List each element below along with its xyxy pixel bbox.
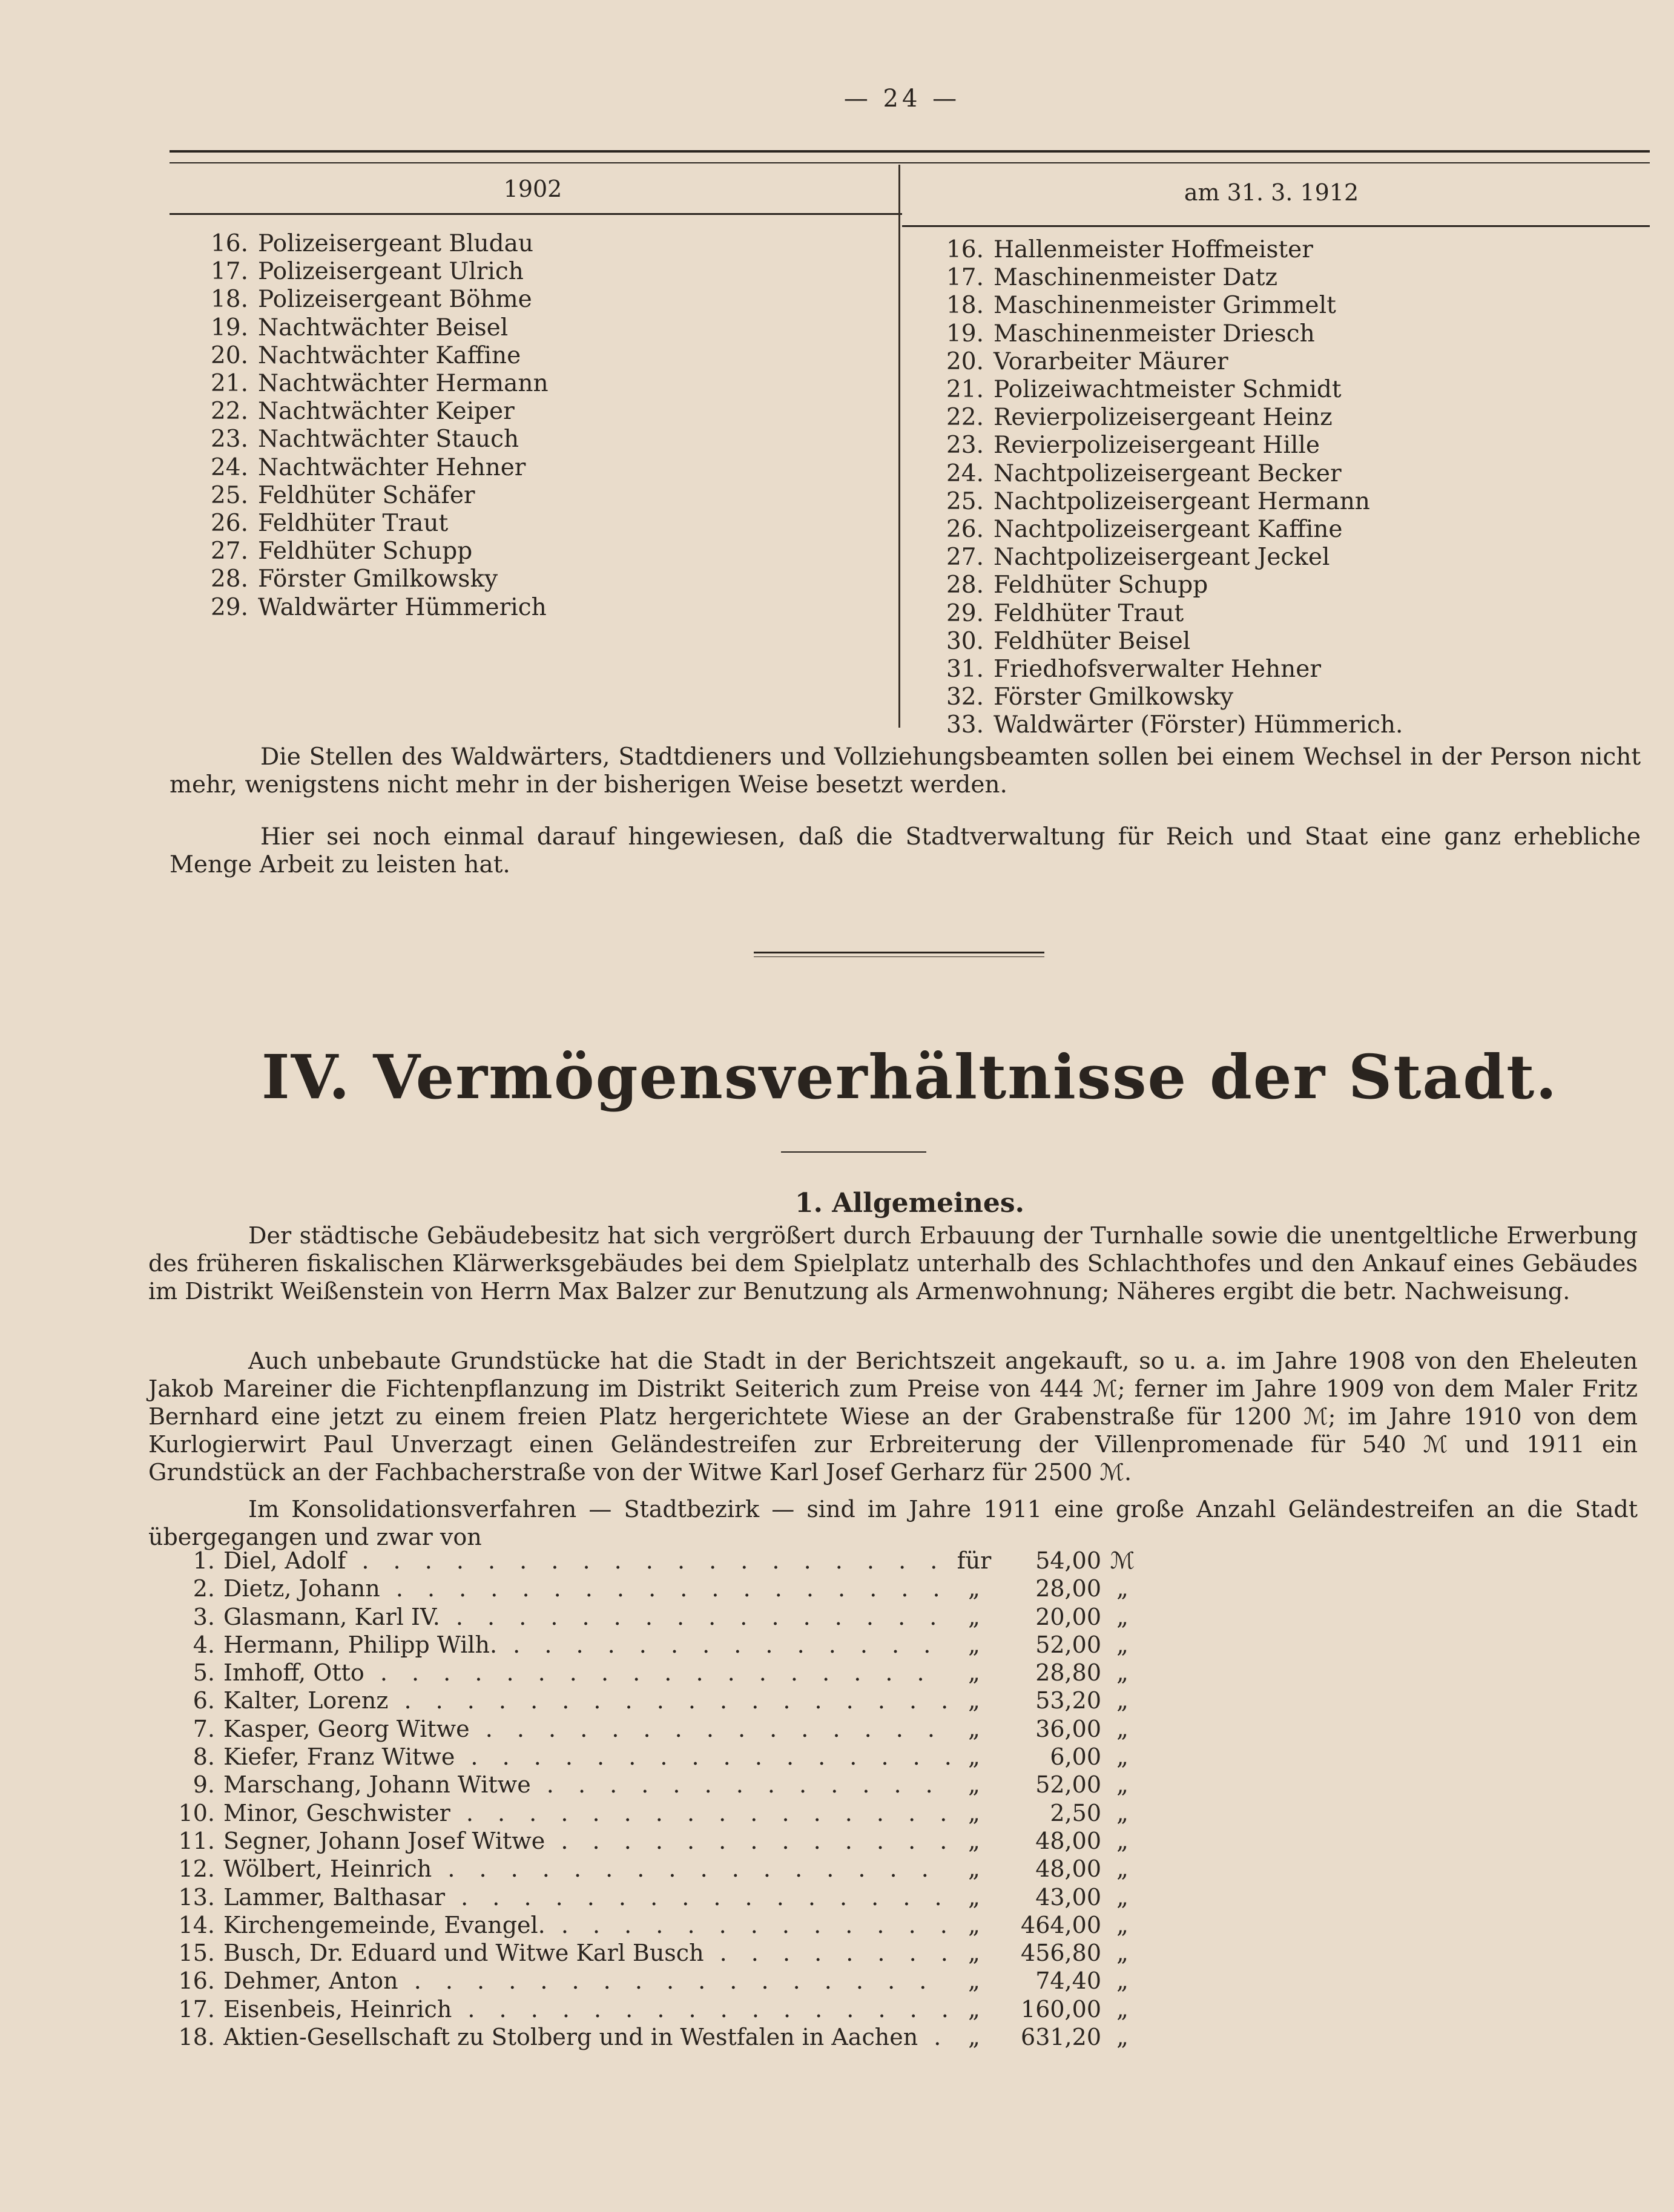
amount: 43,00 (1035, 1883, 1101, 1911)
table-row (157, 1911, 1162, 1939)
item-number: 29. (210, 593, 248, 621)
item-number: 9. (193, 1771, 215, 1799)
seller-name: Imhoff, Otto . . . (223, 1659, 950, 1687)
list-item (200, 286, 866, 314)
list-item (935, 656, 1632, 683)
item-text: Nachtwächter Keiper (258, 398, 515, 426)
item-text: Maschinenmeister Datz (994, 264, 1278, 292)
item-text: Feldhüter Beisel (994, 627, 1191, 655)
chapter-title: IV. Vermögensverhältnisse der Stadt. (261, 1041, 1558, 1113)
amount-prefix: „ (968, 2024, 980, 2051)
list-item (935, 404, 1632, 432)
item-number: 23. (210, 426, 248, 453)
list-item (935, 711, 1632, 739)
item-number: 3. (193, 1603, 215, 1630)
amount-prefix: „ (968, 1911, 980, 1938)
list-item (935, 320, 1632, 348)
amount-prefix: „ (968, 1659, 980, 1687)
table-row (157, 2023, 1162, 2051)
item-number: 17. (210, 258, 248, 286)
amount: 28,00 (1035, 1575, 1101, 1602)
list-item (935, 292, 1632, 320)
chapter-divider (781, 1151, 926, 1153)
header-rule-right (902, 225, 1650, 227)
item-number: 8. (193, 1743, 215, 1771)
item-number: 26. (210, 510, 248, 538)
seller-name: Kiefer, Franz Witwe . . . (223, 1743, 950, 1771)
amount-prefix: für (957, 1547, 992, 1574)
list-item (200, 398, 866, 426)
list-item (935, 264, 1632, 292)
seller-name: Lammer, Balthasar . . . (223, 1883, 950, 1911)
item-text: Revierpolizeisergeant Hille (994, 432, 1320, 459)
paragraph-consolidation: Im Konsolidationsverfahren — Stadtbezirk — sind im Jahre 1911 eine große Anzahl Geländestreifen an die Stadt übergegangen und zwar von (148, 1496, 1638, 1550)
seller-name: Busch, Dr. Eduard und Witwe Karl Busch . . . (223, 1939, 950, 1967)
currency-unit: „ (1116, 1911, 1129, 1938)
item-text: Friedhofsverwalter Hehner (994, 656, 1321, 683)
item-text: Feldhüter Traut (258, 510, 449, 538)
paragraph-buildings: Der städtische Gebäudebesitz hat sich vergrößert durch Erbauung der Turnhalle sowie die unentgeltliche Erwerbung des früheren fiskalischen Klärwerksgebäudes bei dem Spielplatz unterhalb des Schlachthofes und den Ankauf eines Gebäudes im Distrikt Weißenstein von Herrn Max Balzer zur Benutzung als Armenwohnung; Näheres ergibt die betr. Nachweisung. (148, 1222, 1638, 1305)
seller-name: Marschang, Johann Witwe . . . (223, 1771, 950, 1799)
item-text: Vorarbeiter Mäurer (994, 347, 1228, 375)
list-item (935, 488, 1632, 516)
item-number: 16. (946, 236, 984, 263)
seller-name: Kasper, Georg Witwe . . . (223, 1715, 950, 1743)
item-number: 18. (946, 292, 984, 320)
amount-prefix: „ (968, 1687, 980, 1714)
item-number: 13. (178, 1883, 215, 1911)
item-text: Nachtwächter Beisel (258, 314, 509, 341)
header-rule-left (170, 213, 902, 215)
amount-prefix: „ (968, 1603, 980, 1630)
amount: 52,00 (1035, 1631, 1101, 1658)
list-item (935, 571, 1632, 599)
item-text: Nachtwächter Hehner (258, 453, 526, 481)
list-item (935, 432, 1632, 459)
item-number: 23. (946, 432, 984, 459)
table-row (157, 1631, 1162, 1659)
item-text: Revierpolizeisergeant Heinz (994, 404, 1333, 432)
currency-unit: „ (1116, 1995, 1129, 2023)
paragraph-workload: Hier sei noch einmal darauf hingewiesen, daß die Stadtverwaltung für Reich und Staat eine ganz erhebliche Menge Arbeit zu leisten hat. (170, 823, 1641, 878)
column-divider (898, 165, 900, 728)
amount: 36,00 (1035, 1715, 1101, 1742)
item-text: Feldhüter Schäfer (258, 481, 475, 509)
amount-prefix: „ (968, 1883, 980, 1911)
staff-list-1912 (935, 236, 1632, 740)
item-number: 21. (210, 370, 248, 398)
amount: 6,00 (1050, 1743, 1101, 1771)
seller-name: Diel, Adolf . . . (223, 1547, 950, 1575)
item-number: 12. (178, 1855, 215, 1883)
table-row (157, 1715, 1162, 1743)
list-item (935, 348, 1632, 376)
seller-name: Aktien-Gesellschaft zu Stolberg und in Westfalen in Aachen . . . (223, 2023, 950, 2051)
item-number: 20. (946, 347, 984, 375)
amount-prefix: „ (968, 1855, 980, 1883)
table-row (157, 1827, 1162, 1855)
amount: 54,00 (1035, 1547, 1101, 1574)
table-row (157, 1603, 1162, 1631)
amount: 48,00 (1035, 1827, 1101, 1854)
list-item (200, 594, 866, 622)
table-row (157, 1575, 1162, 1602)
table-top-rule-thin (170, 162, 1650, 163)
item-number: 5. (193, 1659, 215, 1687)
amount-prefix: „ (968, 1967, 980, 1995)
amount-prefix: „ (968, 1940, 980, 1967)
amount-prefix: „ (968, 1827, 980, 1854)
currency-unit: „ (1116, 1771, 1129, 1799)
table-row (157, 1547, 1162, 1575)
amount: 48,00 (1035, 1855, 1101, 1883)
amount: 74,40 (1035, 1967, 1101, 1995)
list-item (200, 454, 866, 482)
list-item (935, 628, 1632, 656)
amount-prefix: „ (968, 1743, 980, 1771)
currency-unit: „ (1116, 1631, 1129, 1658)
item-number: 10. (178, 1799, 215, 1826)
item-text: Waldwärter (Förster) Hümmerich. (994, 711, 1403, 739)
item-text: Polizeisergeant Ulrich (258, 258, 524, 286)
amount-prefix: „ (968, 1799, 980, 1826)
currency-unit: „ (1116, 1799, 1129, 1826)
amount: 20,00 (1035, 1603, 1101, 1630)
item-number: 15. (178, 1940, 215, 1967)
list-item (200, 538, 866, 565)
amount: 53,20 (1035, 1687, 1101, 1714)
section-divider (754, 952, 1044, 953)
item-text: Maschinenmeister Driesch (994, 320, 1315, 347)
item-number: 27. (210, 538, 248, 565)
paragraph-positions: Die Stellen des Waldwärters, Stadtdieners und Vollziehungsbeamten sollen bei einem Wechsel in der Person nicht mehr, wenigstens nicht mehr in der bisherigen Weise besetzt werden. (170, 743, 1641, 798)
amount: 464,00 (1021, 1911, 1101, 1938)
seller-name: Dietz, Johann . . . (223, 1575, 950, 1602)
list-item (200, 565, 866, 593)
item-number: 4. (193, 1631, 215, 1658)
item-number: 22. (210, 398, 248, 426)
item-number: 17. (178, 1995, 215, 2023)
currency-unit: „ (1116, 2024, 1129, 2051)
item-number: 31. (946, 656, 984, 683)
seller-name: Hermann, Philipp Wilh. . . . (223, 1631, 950, 1659)
item-text: Förster Gmilkowsky (258, 565, 498, 593)
currency-unit: ℳ (1110, 1547, 1135, 1574)
table-row (157, 1799, 1162, 1827)
currency-unit: „ (1116, 1827, 1129, 1854)
item-number: 19. (946, 320, 984, 347)
currency-unit: „ (1116, 1743, 1129, 1771)
item-text: Nachtpolizeisergeant Kaffine (994, 516, 1343, 544)
staff-list-1902 (200, 230, 866, 622)
amount-prefix: „ (968, 1575, 980, 1602)
seller-name: Eisenbeis, Heinrich . . . (223, 1995, 950, 2023)
item-number: 18. (210, 286, 248, 314)
currency-unit: „ (1116, 1659, 1129, 1687)
table-row (157, 1687, 1162, 1714)
table-row (157, 1939, 1162, 1967)
amount: 52,00 (1035, 1771, 1101, 1799)
item-number: 11. (178, 1827, 215, 1854)
list-item (935, 683, 1632, 711)
table-row (157, 1771, 1162, 1799)
list-item (935, 516, 1632, 544)
seller-name: Wölbert, Heinrich . . . (223, 1855, 950, 1883)
item-text: Nachtpolizeisergeant Hermann (994, 487, 1370, 515)
table-row (157, 1995, 1162, 2023)
currency-unit: „ (1116, 1575, 1129, 1602)
list-item (200, 510, 866, 538)
item-number: 14. (178, 1911, 215, 1938)
item-number: 19. (210, 314, 248, 341)
list-item (935, 376, 1632, 404)
currency-unit: „ (1116, 1940, 1129, 1967)
list-item (200, 482, 866, 510)
amount-prefix: „ (968, 1631, 980, 1658)
list-item (200, 370, 866, 398)
item-text: Nachtpolizeisergeant Jeckel (994, 544, 1330, 571)
item-number: 6. (193, 1687, 215, 1714)
amount-prefix: „ (968, 1771, 980, 1799)
item-number: 2. (193, 1575, 215, 1602)
table-row (157, 1883, 1162, 1911)
item-text: Feldhüter Schupp (994, 571, 1208, 599)
list-item (200, 314, 866, 342)
currency-unit: „ (1116, 1603, 1129, 1630)
amount: 456,80 (1021, 1940, 1101, 1967)
table-row (157, 1743, 1162, 1771)
item-number: 28. (946, 571, 984, 599)
table-row (157, 1967, 1162, 1995)
item-number: 30. (946, 627, 984, 655)
seller-name: Glasmann, Karl IV. . . . (223, 1603, 950, 1631)
item-number: 25. (946, 487, 984, 515)
item-text: Nachtpolizeisergeant Becker (994, 459, 1342, 487)
list-item (200, 230, 866, 258)
list-item (935, 460, 1632, 488)
item-text: Nachtwächter Stauch (258, 426, 519, 453)
amount-prefix: „ (968, 1995, 980, 2023)
currency-unit: „ (1116, 1687, 1129, 1714)
table-row (157, 1855, 1162, 1883)
table-top-rule (170, 150, 1650, 153)
item-text: Waldwärter Hümmerich (258, 593, 547, 621)
currency-unit: „ (1116, 1715, 1129, 1742)
paragraph-land-purchases: Auch unbebaute Grundstücke hat die Stadt in der Berichtszeit angekauft, so u. a. im Jahre 1908 von den Eheleuten Jakob Mareiner die Fichtenpflanzung im Distrikt Seiterich zum Preise von 444 ℳ; ferner im Jahre 1909 von dem Maler Fritz Bernhard eine jetzt zu einem freien Platz hergerichtete Wiese an der Grabenstraße für 1200 ℳ; im Jahre 1910 von dem Kurlogierwirt Paul Unverzagt einen Geländestreifen zur Erbreiterung der Villenpromenade für 540 ℳ und 1911 ein Grundstück an der Fachbacherstraße von der Witwe Karl Josef Gerharz für 2500 ℳ. (148, 1348, 1638, 1486)
item-text: Nachtwächter Hermann (258, 370, 549, 398)
item-number: 21. (946, 376, 984, 404)
item-number: 1. (193, 1547, 215, 1574)
item-number: 7. (193, 1715, 215, 1742)
item-text: Polizeisergeant Bludau (258, 230, 533, 257)
item-text: Polizeiwachtmeister Schmidt (994, 376, 1342, 404)
item-number: 16. (210, 230, 248, 257)
item-number: 28. (210, 565, 248, 593)
list-item (935, 544, 1632, 571)
item-number: 32. (946, 683, 984, 711)
item-number: 27. (946, 544, 984, 571)
item-number: 29. (946, 599, 984, 627)
item-number: 33. (946, 711, 984, 739)
amount: 631,20 (1021, 2024, 1101, 2051)
amount: 2,50 (1050, 1799, 1101, 1826)
currency-unit: „ (1116, 1855, 1129, 1883)
list-item (935, 236, 1632, 264)
item-text: Maschinenmeister Grimmelt (994, 292, 1336, 320)
section-divider-thin (754, 956, 1044, 957)
item-number: 20. (210, 341, 248, 369)
seller-name: Dehmer, Anton . . . (223, 1967, 950, 1995)
item-text: Feldhüter Schupp (258, 538, 473, 565)
section-title: 1. Allgemeines. (795, 1188, 1024, 1219)
item-text: Polizeisergeant Böhme (258, 286, 532, 314)
item-number: 17. (946, 264, 984, 292)
seller-name: Kalter, Lorenz . . . (223, 1687, 950, 1714)
item-number: 18. (178, 2024, 215, 2051)
seller-name: Kirchengemeinde, Evangel. . . . (223, 1911, 950, 1939)
item-number: 24. (210, 453, 248, 481)
item-number: 24. (946, 459, 984, 487)
list-item (200, 426, 866, 453)
item-text: Feldhüter Traut (994, 599, 1184, 627)
item-text: Förster Gmilkowsky (994, 683, 1234, 711)
seller-name: Minor, Geschwister . . . (223, 1799, 950, 1827)
item-number: 16. (178, 1967, 215, 1995)
list-item (200, 258, 866, 286)
list-item (935, 600, 1632, 628)
list-item (200, 342, 866, 370)
page-number: — 24 — (843, 85, 961, 113)
item-number: 22. (946, 404, 984, 432)
amount: 160,00 (1021, 1995, 1101, 2023)
column-header-1912: am 31. 3. 1912 (1184, 179, 1359, 206)
currency-unit: „ (1116, 1967, 1129, 1995)
item-text: Nachtwächter Kaffine (258, 341, 521, 369)
seller-name: Segner, Johann Josef Witwe . . . (223, 1827, 950, 1855)
table-row (157, 1659, 1162, 1687)
land-purchase-list (157, 1547, 1162, 2051)
amount-prefix: „ (968, 1715, 980, 1742)
item-text: Hallenmeister Hoffmeister (994, 236, 1313, 263)
item-number: 25. (210, 481, 248, 509)
column-header-1902: 1902 (503, 176, 562, 202)
amount: 28,80 (1035, 1659, 1101, 1687)
item-number: 26. (946, 516, 984, 544)
currency-unit: „ (1116, 1883, 1129, 1911)
